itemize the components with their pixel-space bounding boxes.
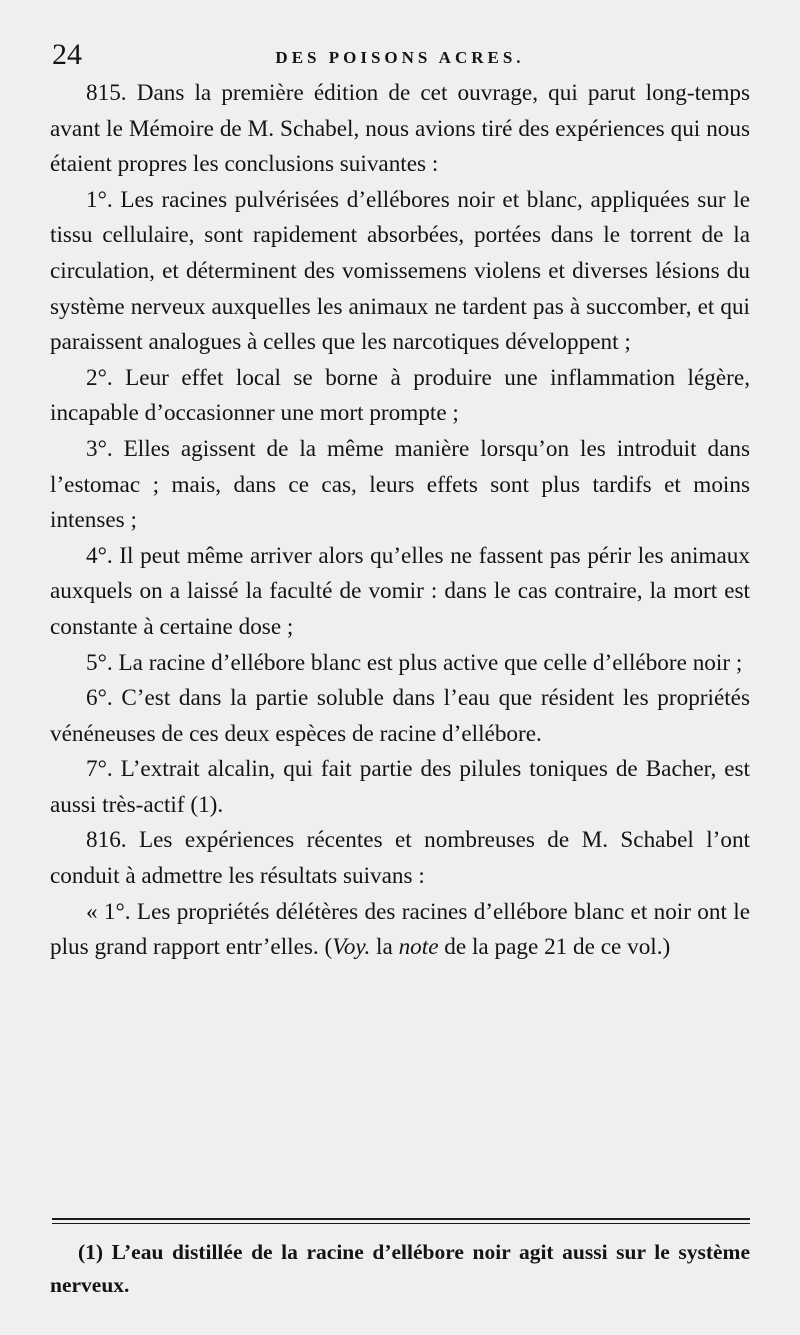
voy-reference: Voy. bbox=[332, 934, 371, 961]
conclusion-7: 7°. L’extrait alcalin, qui fait partie des pilules toniques de Bacher, est aussi très-actif (1). bbox=[50, 756, 750, 818]
footnote-text: (1) L’eau distillée de la racine d’ellébore noir agit aussi sur le système nerveux. bbox=[50, 1240, 750, 1297]
conclusion-1: 1°. Les racines pulvérisées d’ellébores noir et blanc, appliquées sur le tissu cellulaire, sont rapidement absorbées, portées dans le torrent de la circulation, et déterminent des vomissemens violens et diverses lésions du système nerveux auxquelles les animaux ne tardent pas à succomber, et qui paraissent analogues à celles que les narcotiques développent ; bbox=[50, 186, 750, 356]
result-text-start: « 1°. Les propriétés délétères des racines d’ellébore blanc et noir ont le plus grand rapport entr’elles. ( bbox=[50, 898, 750, 961]
conclusion-6: 6°. C’est dans la partie soluble dans l’eau que résident les propriétés vénéneuses de ces deux espèces de racine d’ellébore. bbox=[50, 685, 750, 747]
conclusion-2: 2°. Leur effet local se borne à produire une inflammation légère, incapable d’occasionner une mort prompte ; bbox=[50, 364, 750, 427]
footnote-rule bbox=[52, 1218, 750, 1220]
running-title: DES POISONS ACRES. bbox=[275, 48, 525, 67]
conclusion-5: 5°. La racine d’ellébore blanc est plus active que celle d’ellébore noir ; bbox=[86, 649, 743, 676]
note-word: note bbox=[398, 934, 439, 961]
body-text bbox=[50, 76, 750, 966]
paragraph-815: 815. Dans la première édition de cet ouvrage, qui parut long-temps avant le Mémoire de M. Schabel, nous avions tiré des expériences qui nous étaient propres les conclusions suivantes : bbox=[50, 80, 750, 178]
page-header bbox=[48, 36, 752, 76]
conclusion-4: 4°. Il peut même arriver alors qu’elles ne fassent pas périr les animaux auxquels on a laissé la faculté de vomir : dans le cas contraire, la mort est constante à certaine dose ; bbox=[50, 542, 750, 640]
conclusion-3: 3°. Elles agissent de la même manière lorsqu’on les introduit dans l’estomac ; mais, dans ce cas, leurs effets sont plus tardifs et moins intenses ; bbox=[50, 435, 750, 534]
page-number: 24 bbox=[52, 38, 82, 71]
paragraph-816: 816. Les expériences récentes et nombreuses de M. Schabel l’ont conduit à admettre les résultats suivans : bbox=[50, 827, 750, 890]
result-text-end: de la page 21 de ce vol.) bbox=[438, 934, 671, 961]
footnote bbox=[50, 1236, 750, 1302]
schabel-result-1 bbox=[50, 895, 750, 966]
footnote-rule-thin bbox=[52, 1223, 750, 1224]
result-text-middle: la bbox=[370, 934, 399, 961]
